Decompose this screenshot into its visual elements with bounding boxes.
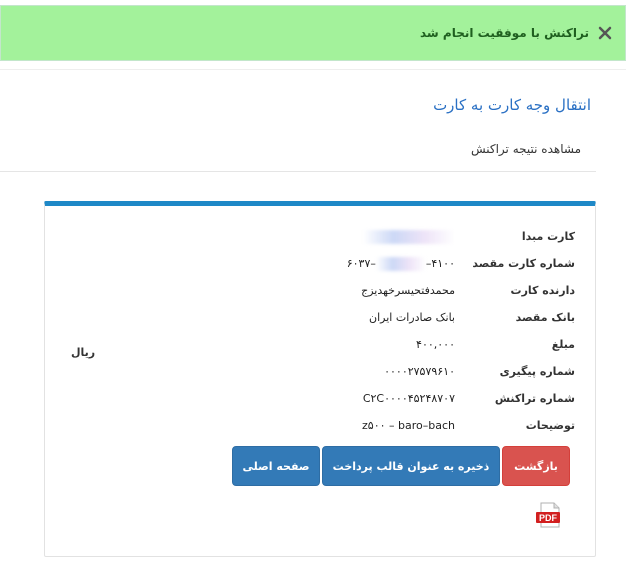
row-transaction xyxy=(95,392,575,412)
bank-label: بانک مقصد xyxy=(515,311,575,324)
success-alert xyxy=(0,5,626,61)
row-holder xyxy=(95,284,575,304)
dest-card-value xyxy=(347,257,455,271)
header-divider xyxy=(0,69,626,70)
dest-card-suffix: –۴۱۰۰ xyxy=(425,257,455,270)
transaction-label: شماره تراکنش xyxy=(494,392,575,405)
subtitle-divider xyxy=(0,171,596,172)
result-panel xyxy=(44,201,596,557)
pdf-icon[interactable] xyxy=(535,502,563,528)
tracking-label: شماره پیگیری xyxy=(499,365,575,378)
row-dest-card xyxy=(95,257,575,277)
source-card-value xyxy=(363,230,455,244)
row-amount xyxy=(95,338,575,358)
row-description xyxy=(95,419,575,439)
currency-label: ریال xyxy=(71,346,96,359)
dest-card-label: شماره کارت مقصد xyxy=(472,257,575,270)
bank-value: بانک صادرات ایران xyxy=(369,311,455,324)
page-title: انتقال وجه کارت به کارت xyxy=(433,96,591,114)
back-button[interactable]: بازگشت xyxy=(502,446,570,486)
dest-card-redacted xyxy=(376,257,426,271)
row-bank xyxy=(95,311,575,331)
amount-value: ۴۰۰,۰۰۰ xyxy=(416,338,455,351)
row-source-card xyxy=(95,230,575,250)
transaction-value: C۲C۰۰۰۰۴۵۲۴۸۷۰۷ xyxy=(362,392,455,405)
holder-label: دارنده کارت xyxy=(510,284,575,297)
amount-label: مبلغ xyxy=(551,338,575,351)
source-card-redacted xyxy=(363,230,455,244)
description-value: z۵۰۰ – baro–bach xyxy=(362,419,455,432)
tracking-value: ۰۰۰۰۲۷۵۷۹۶۱۰ xyxy=(384,365,455,378)
close-icon[interactable] xyxy=(597,25,613,41)
page-subtitle: مشاهده نتیجه تراکنش xyxy=(470,142,581,156)
pdf-text: PDF xyxy=(539,513,557,523)
dest-card-prefix: ۶۰۳۷– xyxy=(346,257,376,270)
holder-value: محمدفتحیسرخهدیزج xyxy=(361,284,455,297)
description-label: توضیحات xyxy=(525,419,575,432)
home-button[interactable]: صفحه اصلی xyxy=(232,446,320,486)
source-card-label: کارت مبدا xyxy=(521,230,575,243)
alert-message: تراکنش با موفقیت انجام شد xyxy=(420,26,589,40)
save-template-button[interactable]: ذخیره به عنوان قالب پرداخت xyxy=(322,446,500,486)
row-tracking xyxy=(95,365,575,385)
